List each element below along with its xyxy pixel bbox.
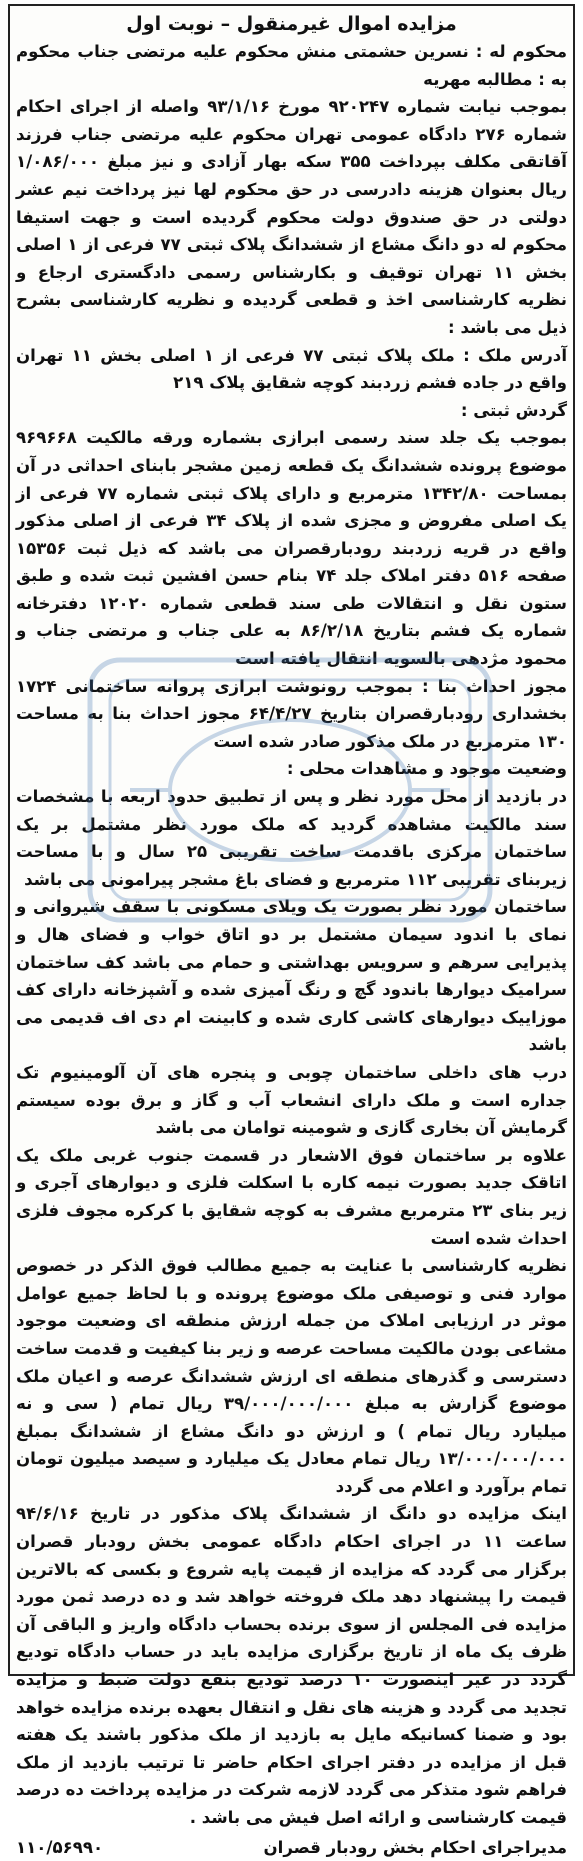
notice-footer xyxy=(16,1834,567,1861)
paragraph-auction-terms: اینک مزایده دو دانگ از ششدانگ پلاک مذکور در تاریخ ۹۴/۶/۱۶ ساعت ۱۱ در اجرای احکام دادگاه عمومی بخش رودبار قصران برگزار می گردد که مزایده از قیمت پایه شروع و بکسی که بالاترین قیمت را پیشنهاد دهد ملک فروخته خواهد شد و ده درصد ثمن مورد مزایده فی المجلس از سوی برنده بحساب دادگاه واریز و الباقی آن ظرف یک ماه از تاریخ برگزاری مزایده باید در حساب دادگاه تودیع گردد در غیر اینصورت ۱۰ درصد تودیع بنفع دولت ضبط و مزایده تجدید می گردد و هزینه های نقل و انتقال بعهده برنده مزایده خواهد بود و ضمنا کسانیکه مایل به بازدید از ملک مذکور باشند یک هفته قبل از مزایده در دفتر اجرای احکام حاضر تا ترتیب بازدید از ملک فراهم شود متذکر می گردد لازمه شرکت در مزایده پرداخت ده درصد قیمت کارشناسی و ارائه اصل فیش می باشد . xyxy=(16,1504,567,1827)
paragraph-expert-valuation: نظریه کارشناسی با عنایت به جمیع مطالب فوق الذکر در خصوص موارد فنی و توصیفی ملک موضوع پرونده و با لحاظ جمیع عوامل موثر در ارزیابی املاک من جمله ارزش منطقه ای وضعیت موجود مشاعی بودن مالکیت مساحت عرصه و زیر بنا کیفیت و قدمت ساخت دسترسی و گذرهای منطقه ای ارزش ششدانگ عرصه و اعیان ملک موضوع گزارش به مبلغ ۳۹/۰۰۰/۰۰۰/۰۰۰ ریال تمام ( سی و نه میلیارد ریال تمام ) و ارزش دو دانگ مشاع از ششدانگ بمبلغ ۱۳/۰۰۰/۰۰۰/۰۰۰ ریال تمام معادل یک میلیارد و سیصد میلیون تومان تمام برآورد و اعلام می گردد xyxy=(16,1256,568,1496)
paragraph-doors-utilities: درب های داخلی ساختمان چوبی و پنجره های آن آلومینیوم تک جداره است و ملک دارای انشعاب آب و گاز و برق بوده سیستم گرمایش آن بخاری گازی و شومینه توامان می باشد xyxy=(16,1062,567,1138)
case-parties-line: محکوم له : نسرین حشمتی منش محکوم علیه مرتضی جناب محکوم به : مطالبه مهریه xyxy=(16,42,567,89)
notice-title: مزایده اموال غیرمنقول – نوبت اول xyxy=(126,13,457,35)
paragraph-building-description: ساختمان مورد نظر بصورت یک ویلای مسکونی با سقف شیروانی و نمای با اندود سیمان مشتمل بر دو اتاق خواب و فضای هال و پذیرایی سرهم و سرویس بهداشتی و حمام می باشد کف ساختمان سرامیک دیوارها باندود گچ و رنگ آمیزی شده و آشپزخانه دارای کف موزاییک دیوارهای کاشی کاری شده و کابینت ام دی اف قدیمی می باشد xyxy=(16,897,567,1055)
signature-line: مدیراجرای احکام بخش رودبار قصران xyxy=(263,1837,567,1857)
paragraph-mandate: بموجب نیابت شماره ۹۲۰۲۴۷ مورخ ۹۳/۱/۱۶ واصله از اجرای احکام شماره ۲۷۶ دادگاه عمومی تهران محکوم علیه مرتضی جناب فرزند آقاتقی مکلف بپرداخت ۳۵۵ سکه بهار آزادی و نیز مبلغ ۱/۰۸۶/۰۰۰ ریال بعنوان هزینه دادرسی در حق محکوم لها نیز پرداخت نیم عشر دولتی در حق صندوق دولت محکوم گردیده است و جهت استیفا محکوم له دو دانگ مشاع از ششدانگ پلاک ثبتی ۷۷ فرعی از ۱ اصلی بخش ۱۱ تهران توقیف و بکارشناس رسمی دادگستری ارجاع و نظریه کارشناسی اخذ و قطعی گردیده و نظریه کارشناسی بشرح ذیل می باشد : xyxy=(16,97,568,337)
paragraph-site-visit: در بازدید از محل مورد نظر و پس از تطبیق حدود اربعه با مشخصات سند مالکیت مشاهده گردید که ملک مورد نظر مشتمل بر یک ساختمان مرکزی باقدمت ساخت تقریبی ۲۵ سال و با مساحت زیربنای تقریبی ۱۱۲ مترمربع و فضای باغ مشجر پیرامونی می باشد xyxy=(16,787,568,889)
heading-registry-history: گردش ثبتی : xyxy=(460,400,567,420)
paragraph-annex-room: علاوه بر ساختمان فوق الاشعار در قسمت جنوب غربی ملک یک اتاقک جدید بصورت نیمه کاره با اسکلت فلزی و دیوارهای آجری و زیر بنای ۲۳ مترمربع مشرف به کوچه شقایق با کرکره مجوف فلزی احداث شده است xyxy=(16,1145,567,1248)
paragraph-registry: بموجب یک جلد سند رسمی ابرازی بشماره ورقه مالکیت ۹۶۹۶۶۸ موضوع پرونده ششدانگ یک قطعه زمین مشجر بابنای احداثی در آن بمساحت ۱۳۴۲/۸۰ مترمربع و دارای پلاک ثبتی شماره ۷۷ فرعی از یک اصلی مفروض و مجزی شده از پلاک ۳۴ فرعی از اصلی مذکور واقع در قریه زردبند رودبارقصران می باشد که ذیل ثبت ۱۵۳۵۶ صفحه ۵۱۶ دفتر املاک جلد ۷۴ بنام حسن افشین ثبت شده و طبق ستون نقل و انتقالات طی سند قطعی شماره ۱۲۰۲۰ دفترخانه شماره یک فشم بتاریخ ۸۶/۲/۱۸ به علی جناب و مرتضی جناب و محمود مژدهی بالسویه انتقال یافته است xyxy=(16,428,568,669)
auction-notice xyxy=(8,4,575,1857)
paragraph-building-permit: مجوز احداث بنا : بموجب رونوشت ابرازی پروانه ساختمانی ۱۷۲۴ بخشداری رودبارقصران بتاریخ ۶۴/۴/۲۷ مجوز احداث بنا به مساحت ۱۳۰ مترمربع در ملک مذکور صادر شده است xyxy=(16,676,567,751)
notice-code: ۱۱۰/۵۶۹۹۰ xyxy=(16,1837,104,1857)
paragraph-address: آدرس ملک : ملک پلاک ثبتی ۷۷ فرعی از ۱ اصلی بخش ۱۱ تهران واقع در جاده فشم زردبند کوچه شقایق پلاک ۲۱۹ xyxy=(16,345,568,393)
heading-site-observations: وضعیت موجود و مشاهدات محلی : xyxy=(286,759,567,779)
